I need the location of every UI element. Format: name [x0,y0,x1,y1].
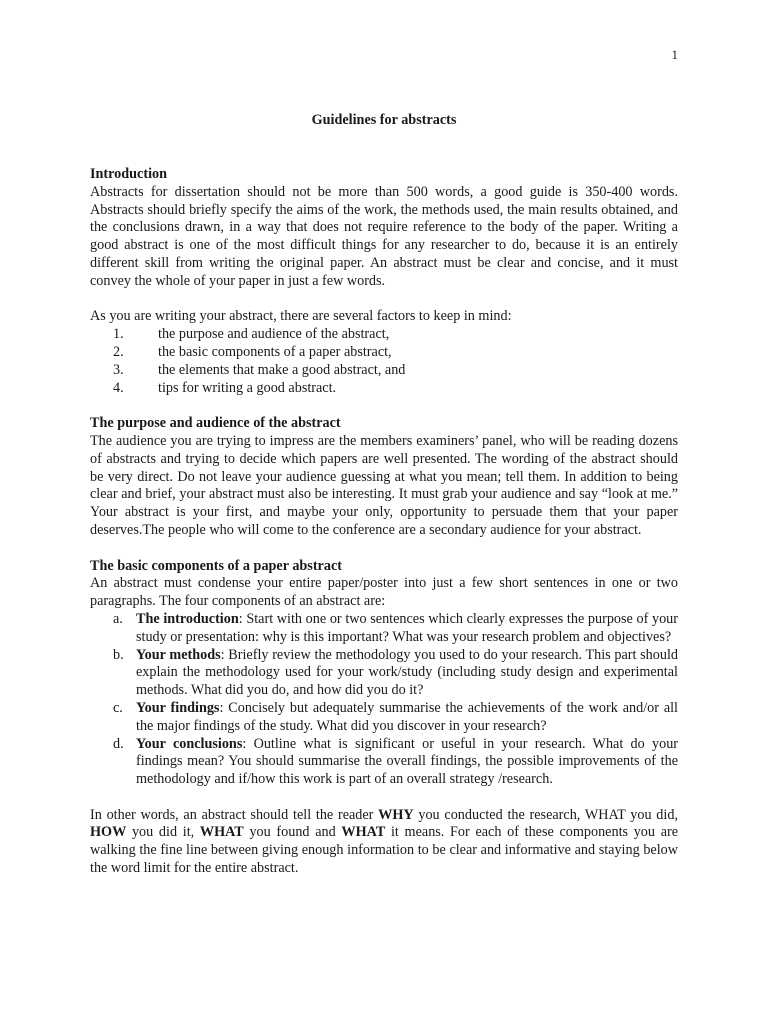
list-item [90,380,678,398]
list-letter: b. [113,646,124,663]
list-text: : Start with one or two sentences which clearly expresses the purpose of your study or presentation: why is this important? What was your research problem and objectives? [136,610,678,645]
list-item [90,647,678,700]
intro-paragraph: Abstracts for dissertation should not be more than 500 words, a good guide is 350-400 words. Abstracts should briefly specify the aims of the work, the methods used, the main results obtained, and the conclusions drawn, in a way that does not require reference to the body of the paper. Writing a good abstract is one of the most difficult things for any researcher to do, because it is an entirely different skill from writing the original paper. An abstract must be clear and concise, and it must convey the whole of your paper in just a few words. [90,183,678,289]
list-term: Your methods [136,646,221,663]
closing-text: you found and [243,824,342,841]
page-number: 1 [671,47,678,62]
list-number: 4. [113,379,124,396]
list-text: : Concisely but adequately summarise the achievements of the work and/or all the major findings of the study. What did you discover in your research? [136,699,678,734]
closing-emphasis: HOW [90,824,127,841]
list-term: The introduction [136,610,239,627]
list-text: the elements that make a good abstract, and [158,361,406,378]
list-number: 2. [113,343,124,360]
list-text: : Outline what is significant or useful in your research. What do your findings mean? You should summarise the overall findings, the possible improvements of the methodology and if/how this work is part of an overall strategy /research. [136,735,679,788]
list-text: the basic components of a paper abstract, [158,343,392,360]
list-text: the purpose and audience of the abstract, [158,326,390,343]
list-item [90,736,678,789]
intro-heading: Introduction [90,166,167,182]
list-item [90,344,678,362]
purpose-heading: The purpose and audience of the abstract [90,415,341,432]
list-number: 3. [113,361,124,378]
components-list [90,611,678,789]
list-letter: c. [113,699,123,716]
list-number: 1. [113,326,124,343]
components-paragraph: An abstract must condense your entire paper/poster into just a few short sentences in one or two paragraphs. The four components of an abstract are: [90,575,678,610]
components-heading: The basic components of a paper abstract [90,557,342,574]
list-text: : Briefly review the methodology you used to do your research. This part should explain the methodology used for your work/study (including study design and experimental methods. What did you do, and how did you do it? [136,646,678,699]
list-term: Your findings [136,699,220,716]
list-item [90,362,678,380]
list-letter: a. [113,610,123,627]
closing-text: it means. For each of these components you are walking the fine line between giving enough information to be clear and informative and staying below the word limit for the entire abstract. [90,824,679,877]
closing-text: you conducted the research, WHAT you did, [413,806,678,823]
list-term: Your conclusions [136,735,243,752]
list-letter: d. [113,735,124,752]
list-text: tips for writing a good abstract. [158,379,337,396]
closing-text: In other words, an abstract should tell the reader [90,806,379,823]
closing-paragraph [90,807,678,878]
document-body [90,166,678,878]
closing-emphasis: WHAT [341,824,386,841]
closing-emphasis: WHY [378,806,414,823]
list-item [90,611,678,647]
document-title: Guidelines for abstracts [311,112,457,128]
purpose-paragraph: The audience you are trying to impress are the members examiners’ panel, who will be reading dozens of abstracts and trying to decide which papers are well presented. The wording of the abstract should be very direct. Do not leave your audience guessing at what you mean; tell them. In addition to being clear and brief, your abstract must also be interesting. It must grab your audience and say “look at me.” Your abstract is your first, and maybe your only, opportunity to persuade them that your paper deserves.The people who will come to the conference are a secondary audience for your abstract. [90,432,678,538]
closing-text: you did it, [126,824,200,841]
closing-emphasis: WHAT [199,824,244,841]
factors-list [90,326,678,397]
list-item [90,700,678,736]
factors-lead: As you are writing your abstract, there are several factors to keep in mind: [90,308,512,325]
list-item [90,326,678,344]
